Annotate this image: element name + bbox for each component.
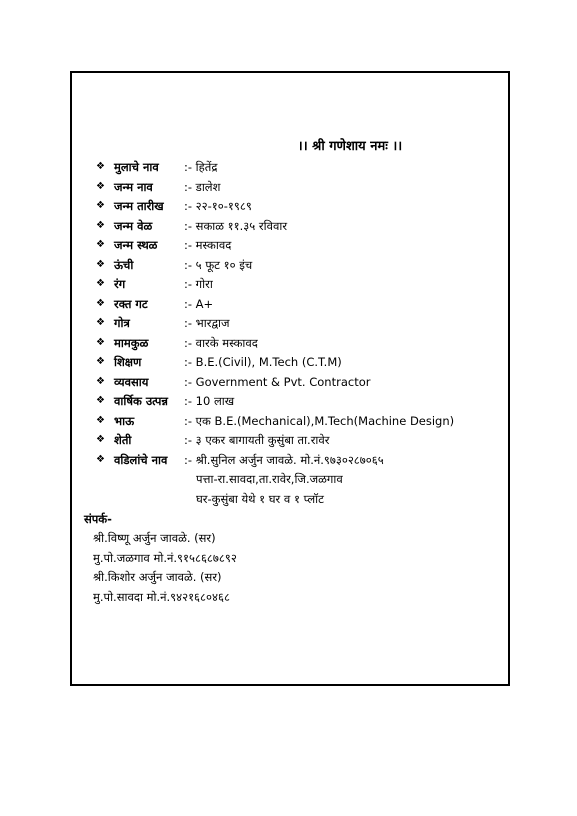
diamond-bullet-icon: ❖	[96, 180, 105, 192]
diamond-bullet-icon: ❖	[96, 161, 105, 172]
field-label: भाऊ	[114, 413, 135, 428]
field-label: गोत्र	[114, 316, 130, 330]
diamond-bullet-icon: ❖	[96, 336, 105, 348]
diamond-bullet-icon: ❖	[96, 434, 105, 445]
field-label: जन्म स्थळ	[114, 238, 158, 252]
field-label: रंग	[114, 277, 126, 291]
contact-line: मु.पो.सावदा मो.नं.९४२१६८०४६८	[93, 589, 230, 604]
field-value: :- २२-१०-१९८९	[184, 199, 252, 213]
field-value: :- श्री.सुनिल अर्जुन जावळे. मो.नं.९७३०२८७०६५	[184, 452, 384, 467]
diamond-bullet-icon: ❖	[96, 297, 105, 309]
field-value: :- ५ फूट १० इंच	[184, 257, 253, 272]
diamond-bullet-icon: ❖	[96, 375, 105, 387]
diamond-bullet-icon: ❖	[96, 317, 105, 328]
field-label: व्यवसाय	[114, 374, 149, 389]
field-label: वार्षिक उत्पन्न	[114, 394, 168, 408]
page-title: ।। श्री गणेशाय नमः ।।	[297, 139, 403, 154]
diamond-bullet-icon: ❖	[96, 414, 105, 426]
field-label: वडिलांचे नाव	[114, 452, 168, 467]
field-label: जन्म तारीख	[114, 199, 164, 213]
field-value: :- B.E.(Civil), M.Tech (C.T.M)	[184, 355, 342, 369]
field-label: शेती	[114, 433, 132, 447]
field-label: शिक्षण	[114, 355, 142, 369]
field-label: जन्म वेळ	[114, 218, 153, 233]
diamond-bullet-icon: ❖	[96, 200, 105, 211]
field-value: :- ३ एकर बागायती कुसुंबा ता.रावेर	[184, 433, 330, 447]
contact-line: श्री.किशोर अर्जुन जावळे. (सर)	[93, 570, 222, 584]
address-line: घर-कुसुंबा येथे १ घर व १ प्लॉट	[196, 491, 324, 506]
field-label: मुलाचे नाव	[114, 160, 159, 174]
field-value: :- मस्कावद	[184, 238, 232, 252]
field-label: मामकुळ	[114, 335, 149, 350]
contact-line: श्री.विष्णू अर्जुन जावळे. (सर)	[93, 531, 216, 545]
field-value: :- भारद्वाज	[184, 316, 230, 330]
field-value: :- एक B.E.(Mechanical),M.Tech(Machine Design)	[184, 413, 455, 428]
diamond-bullet-icon: ❖	[96, 453, 105, 465]
diamond-bullet-icon: ❖	[96, 278, 105, 289]
field-label: जन्म नाव	[114, 179, 153, 194]
field-value: :- A+	[184, 296, 214, 311]
field-value: :- सकाळ ११.३५ रविवार	[184, 218, 288, 233]
diamond-bullet-icon: ❖	[96, 239, 105, 250]
contact-heading: संपर्क-	[84, 512, 112, 526]
diamond-bullet-icon: ❖	[96, 395, 105, 406]
field-value: :- वारके मस्कावद	[184, 335, 258, 350]
field-value: :- 10 लाख	[184, 394, 235, 408]
field-label: रक्त गट	[114, 296, 148, 311]
contact-line: मु.पो.जळगाव मो.नं.९१५८६८७८९२	[93, 550, 237, 565]
field-value: :- हितेंद्र	[184, 160, 218, 174]
diamond-bullet-icon: ❖	[96, 356, 105, 367]
field-value: :- डालेश	[184, 179, 221, 194]
address-line: पत्ता-रा.सावदा,ता.रावेर,जि.जळगाव	[196, 472, 343, 486]
field-value: :- Government & Pvt. Contractor	[184, 374, 371, 389]
field-label: ऊंची	[114, 257, 134, 272]
field-value: :- गोरा	[184, 277, 213, 291]
diamond-bullet-icon: ❖	[96, 258, 105, 270]
diamond-bullet-icon: ❖	[96, 219, 105, 231]
